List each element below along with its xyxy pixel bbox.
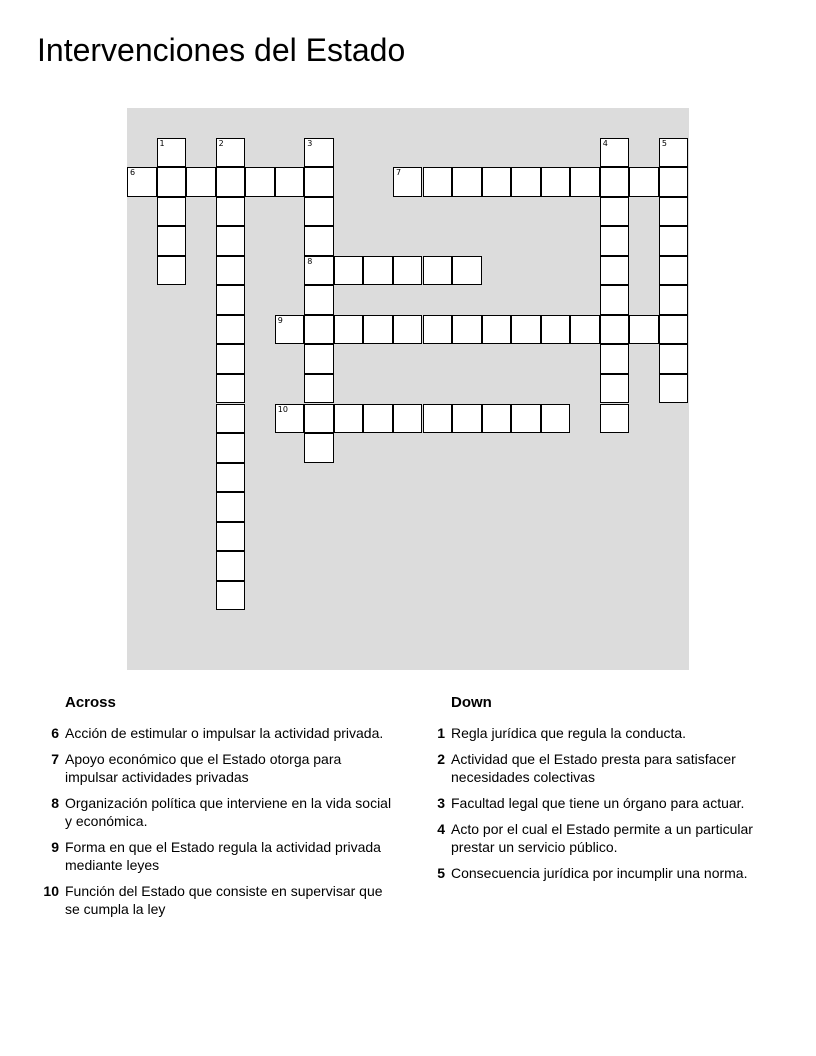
grid-cell[interactable]	[659, 315, 689, 345]
clue-item	[51, 750, 395, 786]
grid-cell[interactable]	[157, 256, 187, 286]
grid-cell[interactable]	[304, 197, 334, 227]
grid-cell[interactable]	[304, 404, 334, 434]
grid-cell[interactable]	[393, 256, 423, 286]
grid-cell[interactable]	[600, 226, 630, 256]
grid-cell[interactable]	[659, 344, 689, 374]
grid-cell[interactable]	[629, 315, 659, 345]
grid-cell[interactable]	[570, 167, 600, 197]
grid-cell[interactable]	[216, 433, 246, 463]
grid-cell[interactable]	[275, 315, 305, 345]
clue-text: Actividad que el Estado presta para satisfacer necesidades colectivas	[451, 751, 736, 785]
grid-cell[interactable]	[157, 226, 187, 256]
grid-cell[interactable]	[541, 404, 571, 434]
grid-cell[interactable]	[452, 404, 482, 434]
across-heading: Across	[65, 694, 116, 711]
grid-cell[interactable]	[216, 344, 246, 374]
grid-cell[interactable]	[304, 344, 334, 374]
grid-cell[interactable]	[659, 285, 689, 315]
cell-number: 1	[159, 138, 165, 148]
grid-cell[interactable]	[541, 315, 571, 345]
clue-text: Facultad legal que tiene un órgano para actuar.	[451, 795, 745, 811]
grid-cell[interactable]	[482, 167, 512, 197]
crossword-grid	[127, 108, 689, 670]
grid-cell[interactable]	[216, 138, 246, 168]
grid-cell[interactable]	[511, 167, 541, 197]
grid-cell[interactable]	[363, 315, 393, 345]
grid-cell[interactable]	[659, 256, 689, 286]
cell-number: 3	[307, 138, 313, 148]
grid-cell[interactable]	[127, 167, 157, 197]
clue-number: 5	[437, 865, 445, 881]
clue-item	[437, 750, 781, 786]
grid-cell[interactable]	[393, 404, 423, 434]
grid-cell[interactable]	[334, 256, 364, 286]
cell-number: 4	[602, 138, 608, 148]
grid-cell[interactable]	[334, 404, 364, 434]
grid-cell[interactable]	[600, 404, 630, 434]
clue-item	[437, 724, 781, 742]
grid-cell[interactable]	[423, 315, 453, 345]
grid-cell[interactable]	[600, 197, 630, 227]
grid-cell[interactable]	[393, 315, 423, 345]
grid-cell[interactable]	[511, 315, 541, 345]
cell-number: 8	[307, 256, 313, 266]
grid-cell[interactable]	[600, 138, 630, 168]
clue-text: Apoyo económico que el Estado otorga para impulsar actividades privadas	[65, 751, 342, 785]
grid-cell[interactable]	[600, 344, 630, 374]
page-title: Intervenciones del Estado	[37, 32, 406, 68]
grid-cell[interactable]	[600, 256, 630, 286]
clue-text: Regla jurídica que regula la conducta.	[451, 725, 687, 741]
clue-item	[43, 882, 395, 918]
clue-text: Acción de estimular o impulsar la actividad privada.	[65, 725, 384, 741]
grid-cell[interactable]	[216, 374, 246, 404]
clue-number: 4	[437, 821, 445, 837]
grid-cell[interactable]	[216, 256, 246, 286]
grid-cell[interactable]	[275, 404, 305, 434]
grid-cell[interactable]	[452, 315, 482, 345]
clue-number: 7	[51, 751, 59, 767]
grid-cell[interactable]	[600, 167, 630, 197]
grid-cell[interactable]	[659, 167, 689, 197]
grid-cell[interactable]	[216, 522, 246, 552]
grid-cell[interactable]	[659, 226, 689, 256]
grid-cell[interactable]	[659, 138, 689, 168]
grid-cell[interactable]	[304, 167, 334, 197]
cell-number: 7	[395, 168, 402, 178]
grid-cell[interactable]	[659, 197, 689, 227]
clue-number: 3	[437, 795, 445, 811]
grid-cell[interactable]	[304, 226, 334, 256]
grid-cell[interactable]	[423, 404, 453, 434]
clue-number: 9	[51, 839, 59, 855]
clue-item	[51, 838, 395, 874]
grid-cell[interactable]	[482, 404, 512, 434]
clue-text: Forma en que el Estado regula la actividad privada mediante leyes	[65, 839, 381, 873]
grid-cell[interactable]	[423, 167, 453, 197]
grid-cell[interactable]	[600, 374, 630, 404]
grid-cell[interactable]	[157, 138, 187, 168]
grid-cell[interactable]	[216, 551, 246, 581]
clue-text: Acto por el cual el Estado permite a un particular prestar un servicio público.	[451, 821, 753, 855]
cell-number: 9	[277, 315, 283, 325]
grid-cell[interactable]	[600, 285, 630, 315]
grid-cell[interactable]	[304, 374, 334, 404]
grid-cell[interactable]	[216, 167, 246, 197]
grid-cell[interactable]	[511, 404, 541, 434]
grid-cell[interactable]	[216, 197, 246, 227]
grid-cell[interactable]	[157, 167, 187, 197]
clue-item	[437, 820, 781, 856]
clue-item	[51, 724, 395, 742]
cell-number: 5	[661, 138, 667, 148]
grid-cell[interactable]	[216, 581, 246, 611]
grid-cell[interactable]	[216, 315, 246, 345]
grid-cell[interactable]	[363, 404, 393, 434]
grid-cell[interactable]	[216, 404, 246, 434]
clue-text: Organización política que interviene en la vida social y económica.	[65, 795, 392, 829]
clue-number: 1	[437, 725, 445, 741]
grid-cell[interactable]	[216, 492, 246, 522]
clue-item	[51, 794, 395, 830]
grid-cell[interactable]	[304, 433, 334, 463]
grid-cell[interactable]	[659, 374, 689, 404]
clue-item	[437, 864, 781, 882]
grid-cell[interactable]	[482, 315, 512, 345]
grid-cell[interactable]	[216, 285, 246, 315]
clue-text: Función del Estado que consiste en supervisar que se cumpla la ley	[65, 883, 383, 917]
grid-cell[interactable]	[452, 167, 482, 197]
clue-item	[437, 794, 781, 812]
grid-cell[interactable]	[334, 315, 364, 345]
clue-number: 6	[51, 725, 59, 741]
grid-cell[interactable]	[393, 167, 423, 197]
grid-cell[interactable]	[570, 315, 600, 345]
grid-cell[interactable]	[245, 167, 275, 197]
grid-cell[interactable]	[541, 167, 571, 197]
clue-number: 10	[43, 883, 59, 899]
grid-cell[interactable]	[423, 256, 453, 286]
grid-cell[interactable]	[216, 463, 246, 493]
grid-cell[interactable]	[216, 226, 246, 256]
grid-cell[interactable]	[304, 315, 334, 345]
grid-cell[interactable]	[275, 167, 305, 197]
clue-number: 8	[51, 795, 59, 811]
down-heading: Down	[451, 694, 492, 711]
clue-text: Consecuencia jurídica por incumplir una norma.	[451, 865, 748, 881]
grid-cell[interactable]	[304, 256, 334, 286]
grid-cell[interactable]	[304, 285, 334, 315]
grid-cell[interactable]	[304, 138, 334, 168]
grid-cell[interactable]	[629, 167, 659, 197]
grid-cell[interactable]	[600, 315, 630, 345]
clue-number: 2	[437, 751, 445, 767]
grid-cell[interactable]	[363, 256, 393, 286]
grid-cell[interactable]	[186, 167, 216, 197]
cell-number: 6	[130, 168, 136, 178]
down-clues	[437, 694, 781, 890]
grid-cell[interactable]	[157, 197, 187, 227]
cell-number: 2	[218, 138, 224, 148]
cell-number: 10	[277, 404, 288, 414]
grid-cell[interactable]	[452, 256, 482, 286]
across-clues	[43, 694, 395, 926]
